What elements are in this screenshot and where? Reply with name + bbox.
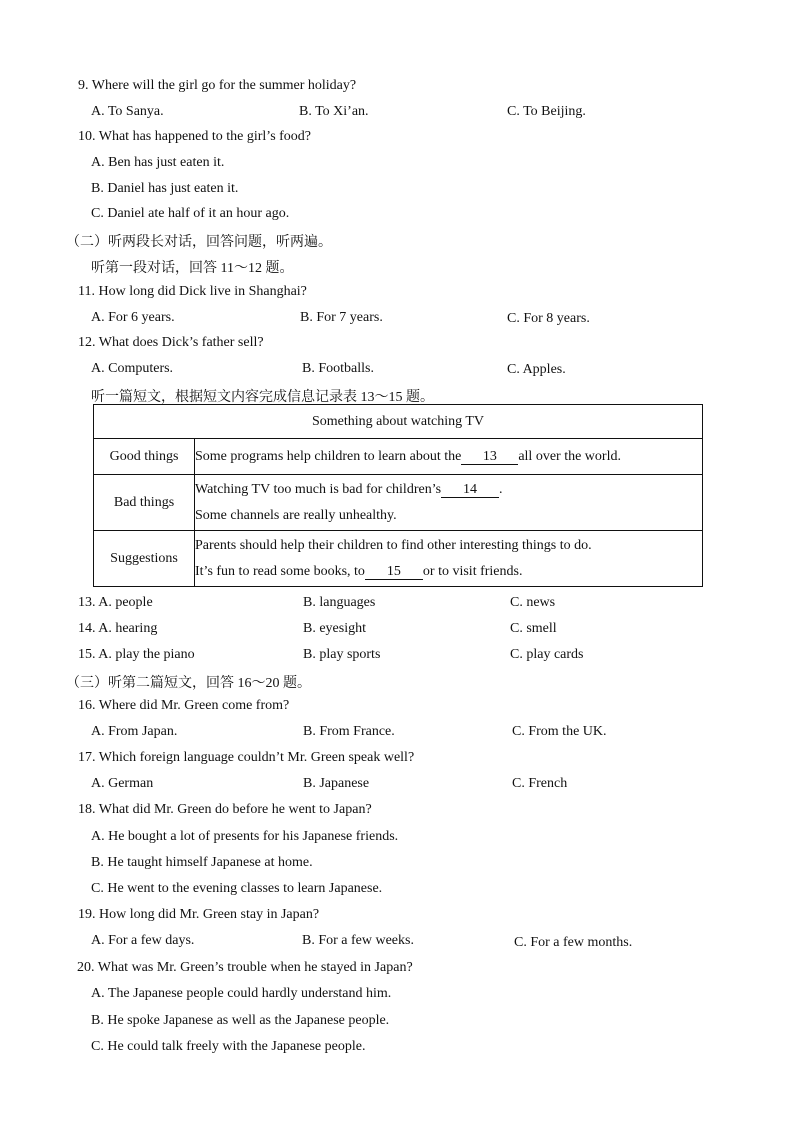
question-12-stem: 12. What does Dick’s father sell?: [78, 335, 264, 350]
q17-option-c: C. French: [512, 776, 568, 791]
good-text-post: all over the world.: [518, 448, 621, 464]
q20-option-c: C. He could talk freely with the Japanese people.: [91, 1039, 366, 1054]
question-11-stem: 11. How long did Dick live in Shanghai?: [78, 284, 307, 299]
suggestions-text-pre: It’s fun to read some books, to: [195, 563, 365, 579]
q12-option-c: C. Apples.: [507, 362, 566, 377]
question-20-stem: 20. What was Mr. Green’s trouble when he stayed in Japan?: [77, 960, 413, 975]
q16-option-c: C. From the UK.: [512, 724, 607, 739]
table-title: Something about watching TV: [94, 405, 703, 439]
row-content-bad: [195, 475, 703, 531]
row-label-suggestions: Suggestions: [94, 531, 195, 587]
q9-option-b: B. To Xi’an.: [299, 104, 369, 119]
q16-option-b: B. From France.: [303, 724, 395, 739]
bad-line-1: [195, 477, 702, 503]
table-row-bad: [94, 475, 703, 531]
q20-option-a: A. The Japanese people could hardly understand him.: [91, 986, 392, 1001]
q14-option-a: 14. A. hearing: [78, 621, 158, 636]
question-17-stem: 17. Which foreign language couldn’t Mr. Green speak well?: [78, 750, 415, 765]
row-content-good: [195, 439, 703, 475]
q19-option-b: B. For a few weeks.: [302, 933, 414, 948]
q18-option-b: B. He taught himself Japanese at home.: [91, 855, 313, 870]
q11-option-b: B. For 7 years.: [300, 310, 383, 325]
question-18-stem: 18. What did Mr. Green do before he went to Japan?: [78, 802, 372, 817]
section-2-title: （二）听两段长对话，回答问题，听两遍。: [66, 235, 332, 250]
good-text-pre: Some programs help children to learn about the: [195, 448, 462, 464]
q12-option-a: A. Computers.: [91, 361, 174, 376]
q14-option-b: B. eyesight: [303, 621, 366, 636]
q18-option-a: A. He bought a lot of presents for his Japanese friends.: [91, 829, 399, 844]
q11-option-a: A. For 6 years.: [91, 310, 175, 325]
suggestions-line-2: [195, 559, 702, 585]
q9-option-a: A. To Sanya.: [91, 104, 164, 119]
bad-text-post: .: [499, 481, 503, 497]
q15-option-c: C. play cards: [510, 647, 584, 662]
bad-text-pre: Watching TV too much is bad for children’s: [195, 481, 442, 497]
q12-option-b: B. Footballs.: [302, 361, 374, 376]
question-10-stem: 10. What has happened to the girl’s food?: [78, 129, 312, 144]
q20-option-b: B. He spoke Japanese as well as the Japanese people.: [91, 1013, 390, 1028]
table-instruction: 听一篇短文，根据短文内容完成信息记录表 13～15 题。: [91, 390, 434, 405]
q17-option-a: A. German: [91, 776, 154, 791]
question-16-stem: 16. Where did Mr. Green come from?: [78, 698, 290, 713]
section-3-title: （三）听第二篇短文，回答 16～20 题。: [66, 676, 311, 691]
suggestions-text-post: or to visit friends.: [422, 563, 523, 579]
q13-option-b: B. languages: [303, 595, 376, 610]
table-row-suggestions: [94, 531, 703, 587]
q10-option-c: C. Daniel ate half of it an hour ago.: [91, 206, 290, 221]
q13-option-c: C. news: [510, 595, 556, 610]
q15-option-a: 15. A. play the piano: [78, 647, 195, 662]
q14-option-c: C. smell: [510, 621, 557, 636]
q10-option-b: B. Daniel has just eaten it.: [91, 181, 239, 196]
q17-option-b: B. Japanese: [303, 776, 370, 791]
bad-line-2: Some channels are really unhealthy.: [195, 507, 397, 523]
q19-option-c: C. For a few months.: [514, 935, 633, 950]
info-record-table: [93, 404, 703, 587]
q16-option-a: A. From Japan.: [91, 724, 178, 739]
blank-15: 15: [365, 564, 423, 580]
blank-14: 14: [441, 482, 499, 498]
q10-option-a: A. Ben has just eaten it.: [91, 155, 225, 170]
row-label-bad: Bad things: [94, 475, 195, 531]
q13-option-a: 13. A. people: [78, 595, 153, 610]
q9-option-c: C. To Beijing.: [507, 104, 586, 119]
question-9-stem: 9. Where will the girl go for the summer holiday?: [78, 78, 357, 93]
table-header-row: [94, 405, 703, 439]
q18-option-c: C. He went to the evening classes to learn Japanese.: [91, 881, 383, 896]
question-19-stem: 19. How long did Mr. Green stay in Japan?: [78, 907, 320, 922]
table-row-good: [94, 439, 703, 475]
q19-option-a: A. For a few days.: [91, 933, 195, 948]
blank-13: 13: [461, 449, 518, 465]
row-content-suggestions: [195, 531, 703, 587]
q11-option-c: C. For 8 years.: [507, 311, 590, 326]
suggestions-line-1: Parents should help their children to find other interesting things to do.: [195, 537, 592, 553]
row-label-good: Good things: [94, 439, 195, 475]
section-2-subtitle: 听第一段对话，回答 11～12 题。: [91, 261, 294, 276]
q15-option-b: B. play sports: [303, 647, 381, 662]
